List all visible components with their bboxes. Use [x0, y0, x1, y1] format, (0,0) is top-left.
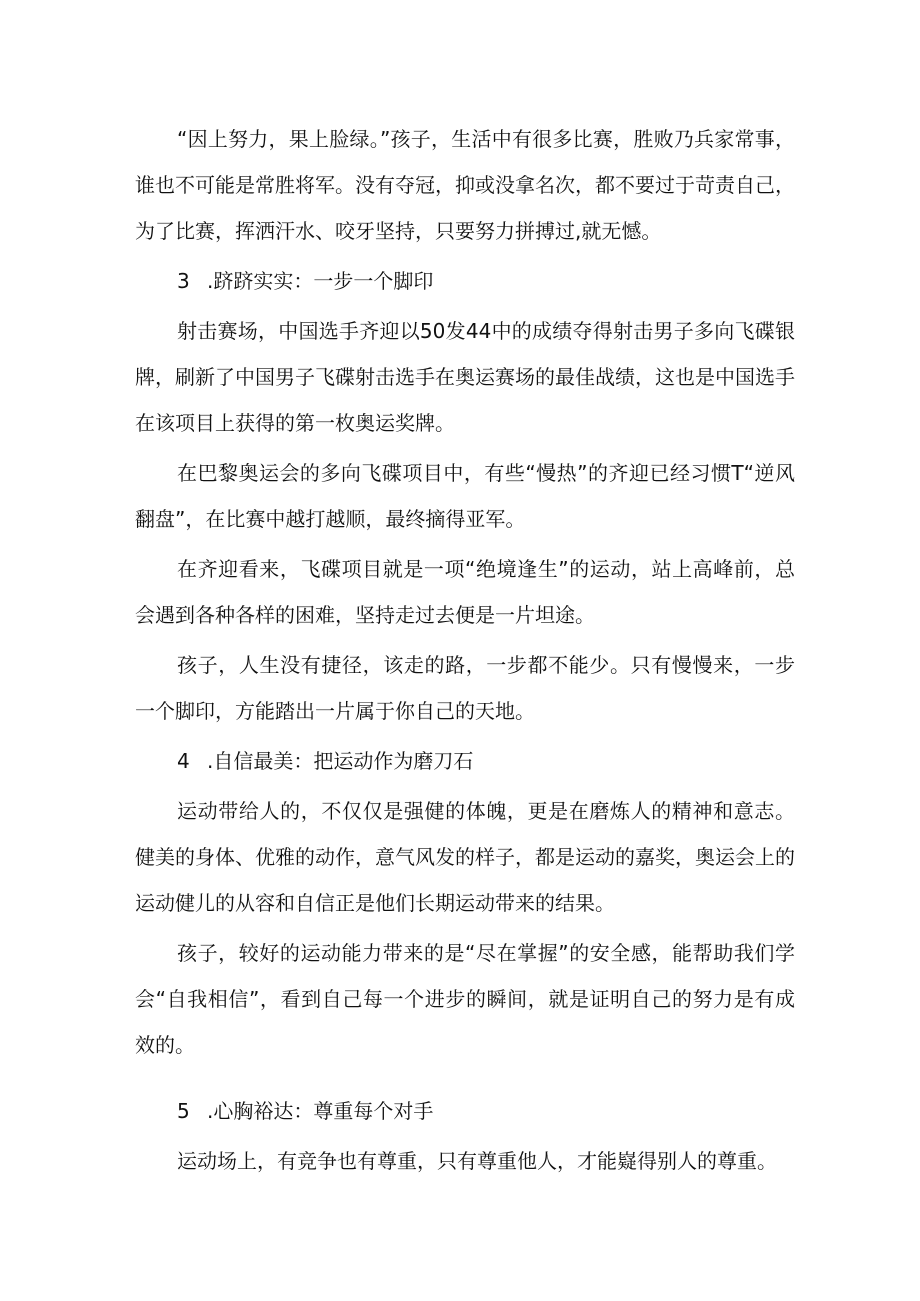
section-heading-4: [135, 738, 795, 784]
section-title: .心胸裕达：尊重每个对手: [207, 1099, 434, 1123]
spacer: [135, 1068, 795, 1088]
section-title: .跻跻实实：一步一个脚印: [207, 269, 434, 293]
section-title: .自信最美：把运动作为磨刀石: [207, 749, 474, 773]
paragraph-self-belief: 孩子，较好的运动能力带来的是“尽在掌握”的安全感，能帮助我们学会“自我相信”，看到自己每一个进步的瞬间，就是证明自己的努力是有成效的。: [135, 941, 795, 1057]
section-number: 3: [177, 269, 190, 293]
paragraph-skeet: 在齐迎看来，飞碟项目就是一项“绝境逢生”的运动，站上高峰前，总会遇到各种各样的困难，坚持走过去便是一片坦途。: [135, 557, 795, 627]
section-number: 5: [177, 1099, 190, 1123]
section-heading-5: [135, 1088, 795, 1134]
paragraph-no-shortcut: 孩子，人生没有捷径，该走的路，一步都不能少。只有慢慢来，一步一个脚印，方能踏出一片属于你自己的天地。: [135, 653, 795, 723]
document-body: [135, 116, 795, 1184]
paragraph-comeback: 在巴黎奥运会的多向飞碟项目中，有些“慢热”的齐迎已经习惯T“逆风翻盘”，在比赛中越打越顺，最终摘得亚军。: [135, 461, 795, 531]
section-heading-3: [135, 258, 795, 304]
paragraph-sport-benefits: 运动带给人的，不仅仅是强健的体魄，更是在磨炼人的精神和意志。健美的身体、优雅的动作，意气风发的样子，都是运动的嘉奖，奥运会上的运动健儿的从容和自信正是他们长期运动带来的结果。: [135, 799, 795, 915]
paragraph-effort: “因上努力，果上脸绿。”孩子，生活中有很多比赛，胜败乃兵家常事，谁也不可能是常胜将军。没有夺冠，抑或没拿名次，都不要过于苛责自己，为了比赛，挥洒汗水、咬牙坚持，只要努力拼搏过,就无憾。: [135, 127, 795, 243]
paragraph-respect: 运动场上，有竞争也有尊重，只有尊重他人，才能嶷得别人的尊重。: [177, 1149, 777, 1173]
section-number: 4: [177, 749, 190, 773]
paragraph-shooting: 射击赛场，中国选手齐迎以50发44中的成绩夺得射击男子多向飞碟银牌，刷新了中国男子飞碟射击选手在奥运赛场的最佳战绩，这也是中国选手在该项目上获得的第一枚奥运奖牌。: [135, 319, 795, 435]
